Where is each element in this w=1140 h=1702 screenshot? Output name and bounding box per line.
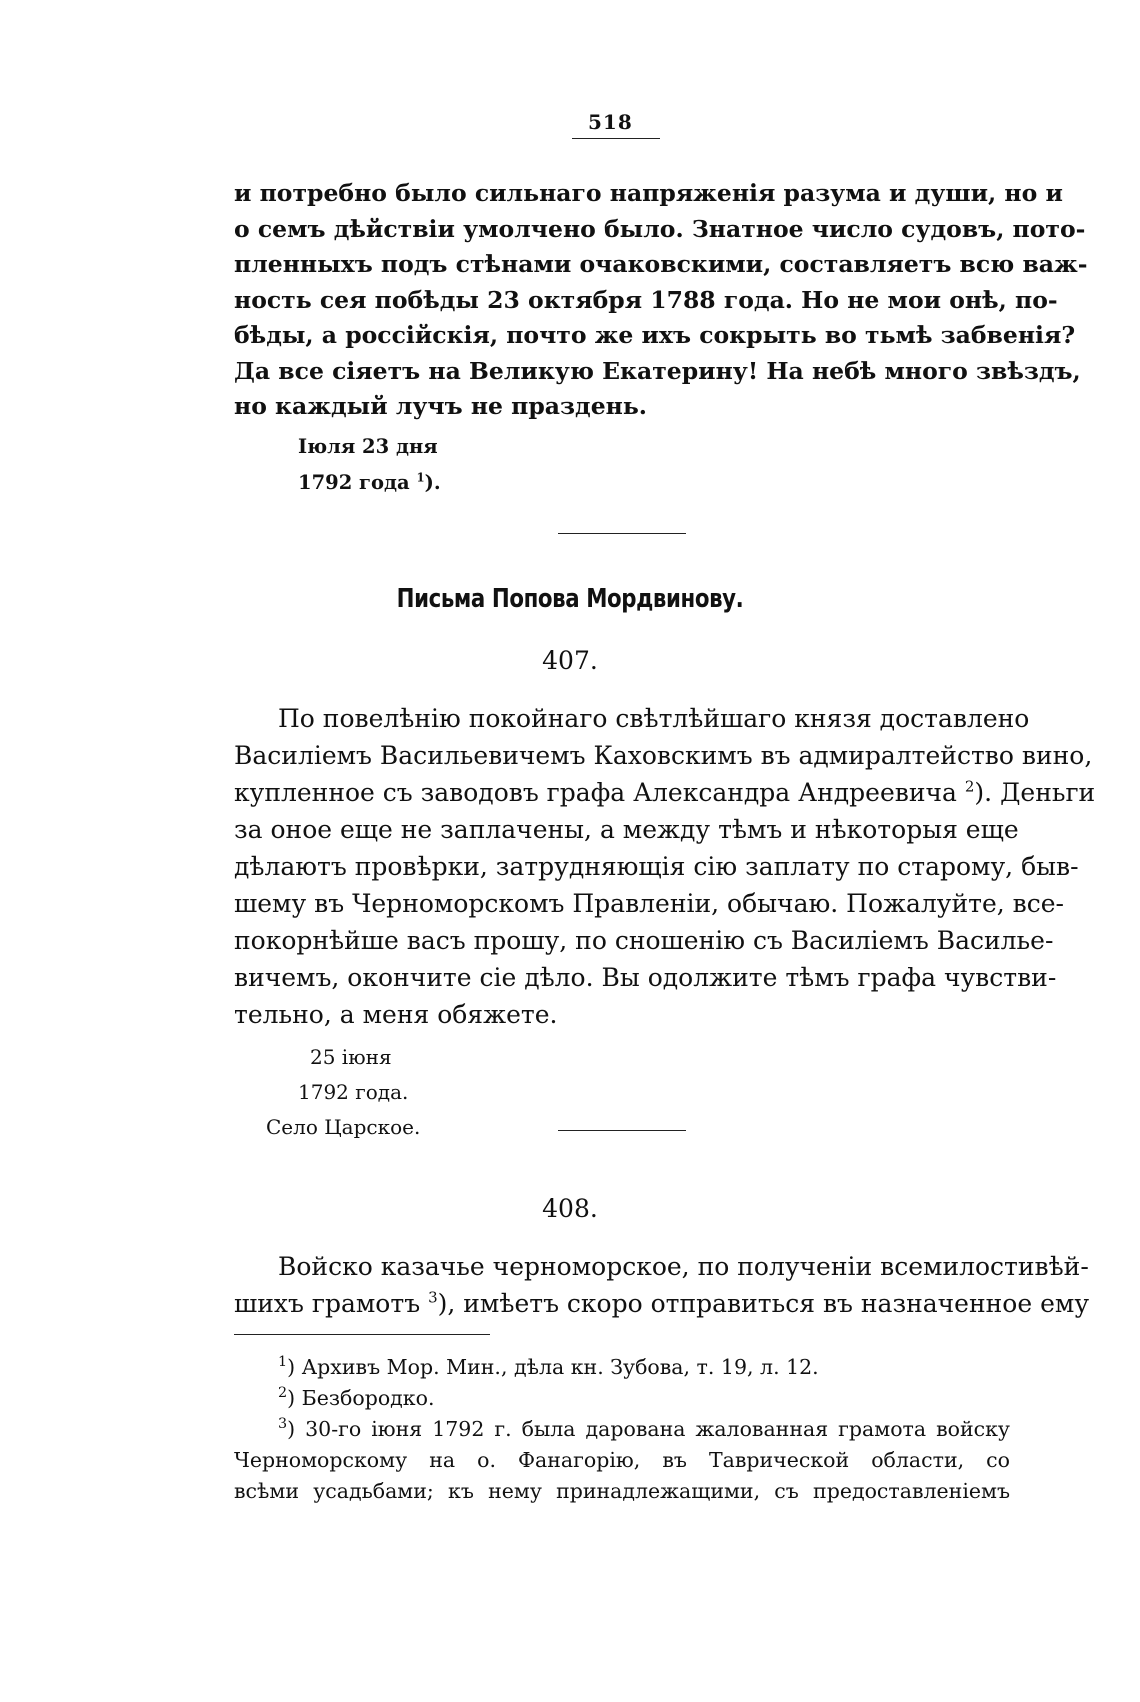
- section-divider: [558, 533, 686, 534]
- footnote-2: [234, 1383, 1010, 1414]
- text-line: пленныхъ подъ стѣнами очаковскими, составляетъ всю важ-: [234, 250, 1088, 278]
- footnote-mark: 3: [278, 1416, 288, 1433]
- letter-407-date: 25 іюня: [310, 1045, 392, 1069]
- footnote-ref: 1: [416, 470, 425, 485]
- text-line: шему въ Черноморскомъ Правленіи, обычаю. Пожалуйте, все-: [234, 889, 1064, 918]
- text-line: вичемъ, окончите сіе дѣло. Вы одолжите тѣмъ графа чувстви-: [234, 963, 1057, 992]
- signoff-closing: ).: [424, 471, 441, 494]
- text-line: дѣлаютъ провѣрки, затрудняющія сію заплату по старому, быв-: [234, 852, 1079, 881]
- text-line: бѣды, а россійскія, почто же ихъ сокрыть во тьмѣ забвенія?: [234, 321, 1076, 349]
- signoff-year: [298, 468, 441, 498]
- footnote-text: ) 30-го іюня 1792 г. была дарована жалованная грамота войску: [287, 1417, 1010, 1441]
- signoff-year-text: 1792 года: [298, 471, 410, 494]
- text-line: но каждый лучъ не праздень.: [234, 392, 647, 420]
- footnote-1: [234, 1352, 1010, 1383]
- text-line: ность сея побѣды 23 октября 1788 года. Но не мои онѣ, по-: [234, 285, 1058, 314]
- text-line: за оное еще не заплачены, а между тѣмъ и нѣкоторыя еще: [234, 815, 1019, 844]
- letter-407-body: [234, 700, 1096, 1033]
- text-line: Войско казачье черноморское, по полученіи всемилостивѣй-: [278, 1252, 1089, 1281]
- footnote-mark: 2: [278, 1385, 288, 1402]
- text-segment: купленное съ заводовъ графа Александра Андреевича: [234, 778, 957, 807]
- text-segment: ). Деньги: [974, 778, 1096, 807]
- page-number: 518: [588, 110, 633, 134]
- text-segment: шихъ грамотъ: [234, 1289, 421, 1318]
- footnotes: [234, 1352, 1010, 1507]
- text-line: Да все сіяетъ на Великую Екатерину! На небѣ много звѣздъ,: [234, 356, 1081, 385]
- footnote-3-line3: всѣми усадьбами; къ нему принадлежащими, съ предоставленіемъ: [234, 1479, 1010, 1503]
- footnote-text: ) Архивъ Мор. Мин., дѣла кн. Зубова, т. 19, л. 12.: [287, 1355, 819, 1379]
- footnote-3-line2: Черноморскому на о. Фанагорію, въ Таврической области, со: [234, 1448, 1010, 1472]
- section-heading: Письма Попова Мордвинову.: [396, 584, 744, 614]
- page-number-rule: [572, 138, 660, 139]
- text-line: Василіемъ Васильевичемъ Каховскимъ въ адмиралтейство вино,: [234, 741, 1093, 770]
- text-segment: ), имѣетъ скоро отправиться въ назначенное ему: [437, 1289, 1090, 1318]
- footnote-text: ) Безбородко.: [287, 1386, 435, 1410]
- signoff-date: Іюля 23 дня: [298, 435, 438, 458]
- letter-407-place: Село Царское.: [266, 1115, 421, 1139]
- text-line: тельно, а меня обяжете.: [234, 1000, 558, 1029]
- text-line: По повелѣнію покойнаго свѣтлѣйшаго князя доставлено: [278, 704, 1030, 733]
- footnote-3: [234, 1414, 1010, 1445]
- section-divider: [558, 1130, 686, 1131]
- footnote-ref: 2: [964, 777, 975, 796]
- doc-number-407: 407.: [542, 646, 598, 675]
- text-line: о семъ дѣйствіи умолчено было. Знатное число судовъ, пото-: [234, 214, 1086, 243]
- letter-407-year: 1792 года.: [298, 1080, 409, 1104]
- text-line: покорнѣйше васъ прошу, по сношенію съ Василіемъ Василье-: [234, 926, 1054, 955]
- text-line: и потребно было сильнаго напряженія разума и души, но и: [234, 179, 1063, 207]
- letter-continuation: [234, 176, 1088, 425]
- text-line: [234, 774, 1096, 811]
- footnote-separator: [234, 1334, 490, 1335]
- footnote-mark: 1: [278, 1354, 288, 1371]
- footnote-ref: 3: [428, 1288, 438, 1307]
- letter-408-body: [234, 1248, 1090, 1322]
- doc-number-408: 408.: [542, 1194, 598, 1223]
- text-line: [234, 1285, 1090, 1322]
